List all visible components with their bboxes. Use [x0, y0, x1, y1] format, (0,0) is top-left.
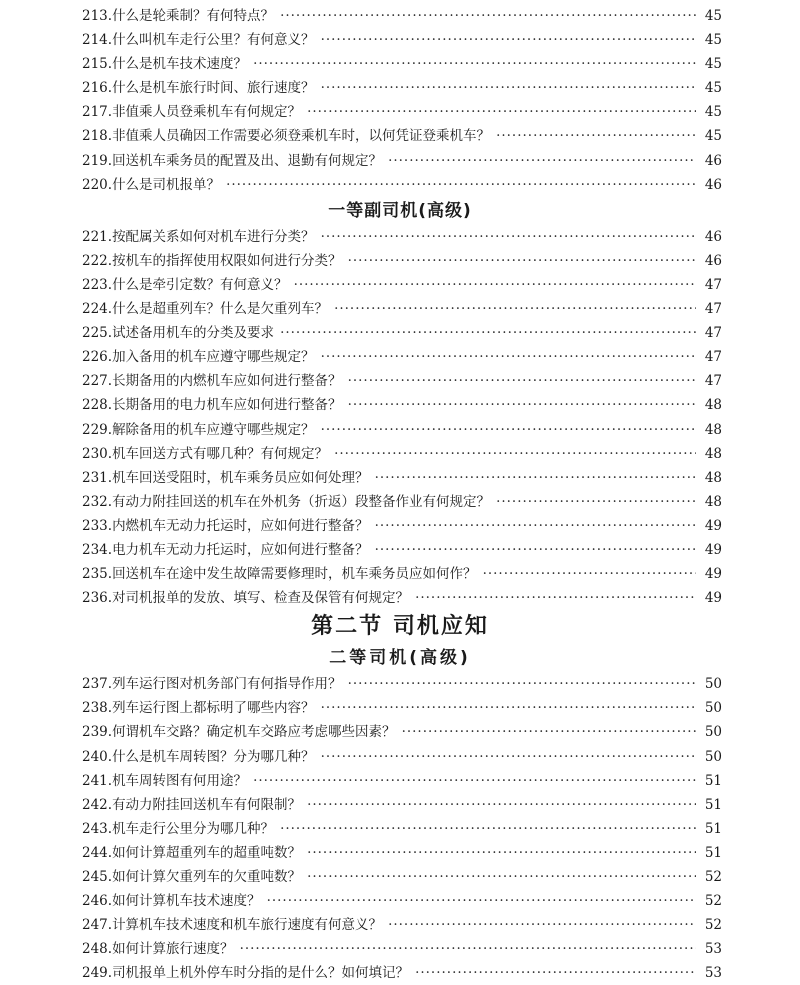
- toc-entry-title: 机车回送方式有哪几种？有何规定？: [112, 445, 329, 462]
- toc-entry-number: 220.: [82, 176, 113, 193]
- toc-entry-title: 什么是机车技术速度？: [112, 56, 248, 73]
- toc-entry-number: 234.: [82, 541, 113, 558]
- toc-entry[interactable]: [0, 76, 800, 100]
- toc-entry-page-number: 45: [704, 32, 722, 49]
- toc-entry-number: 242.: [82, 796, 113, 813]
- toc-entry-title: 非值乘人员确因工作需要必须登乘机车时，以何凭证登乘机车？: [112, 128, 491, 145]
- toc-entry[interactable]: [0, 696, 800, 720]
- toc-entry-number: 246.: [82, 893, 113, 910]
- toc-entry-title: 什么是机车旅行时间、旅行速度？: [112, 80, 315, 97]
- toc-entry-number: 222.: [82, 252, 113, 269]
- toc-entry-page-number: 52: [704, 917, 722, 934]
- toc-entry-number: 244.: [82, 844, 113, 861]
- toc-entry-page-number: 46: [704, 252, 722, 269]
- toc-entry-page-number: 51: [704, 820, 722, 837]
- toc-entry-page-number: 50: [704, 748, 722, 765]
- toc-entry-title: 如何计算机车技术速度？: [112, 893, 261, 910]
- toc-entry[interactable]: [0, 100, 800, 124]
- toc-entry-title: 对司机报单的发放、填写、检查及保管有何规定？: [112, 590, 410, 607]
- toc-entry-page-number: 47: [704, 373, 722, 390]
- toc-entry-page-number: 51: [704, 844, 722, 861]
- toc-entry-page-number: 48: [704, 445, 722, 462]
- toc-entry-page-number: 50: [704, 676, 722, 693]
- toc-entry-title: 非值乘人员登乘机车有何规定？: [112, 104, 302, 121]
- toc-leader-dots: [321, 28, 696, 52]
- toc-entry-title: 什么叫机车走行公里？有何意义？: [112, 32, 315, 49]
- toc-entry-title: 电力机车无动力托运时，应如何进行整备？: [112, 541, 369, 558]
- toc-entry-page-number: 48: [704, 397, 722, 414]
- toc-entry-number: 247.: [82, 917, 113, 934]
- toc-leader-dots: [321, 345, 696, 369]
- toc-entry[interactable]: [0, 249, 800, 273]
- toc-leader-dots: [334, 442, 696, 466]
- toc-entry-title: 有动力附挂回送的机车在外机务（折返）段整备作业有何规定？: [112, 493, 491, 510]
- toc-entry-title: 解除备用的机车应遵守哪些规定？: [112, 421, 315, 438]
- toc-entry[interactable]: [0, 321, 800, 345]
- toc-leader-dots: [321, 696, 696, 720]
- toc-entry[interactable]: [0, 793, 800, 817]
- toc-entry-page-number: 49: [704, 566, 722, 583]
- toc-entry[interactable]: [0, 538, 800, 562]
- toc-entry-number: 213.: [82, 8, 113, 24]
- toc-group-2: [0, 225, 800, 611]
- toc-entry-title: 列车运行图上都标明了哪些内容？: [112, 700, 315, 717]
- toc-entry-number: 237.: [82, 676, 113, 693]
- toc-leader-dots: [240, 937, 696, 961]
- toc-leader-dots: [483, 562, 696, 586]
- toc-entry-title: 长期备用的内燃机车应如何进行整备？: [112, 373, 342, 390]
- toc-entry[interactable]: [0, 586, 800, 610]
- toc-leader-dots: [307, 841, 696, 865]
- toc-leader-dots: [321, 418, 696, 442]
- toc-entry-number: 214.: [82, 32, 113, 49]
- toc-entry-title: 按配属关系如何对机车进行分类？: [112, 228, 315, 245]
- toc-entry-number: 227.: [82, 373, 113, 390]
- toc-entry[interactable]: [0, 225, 800, 249]
- toc-entry-number: 240.: [82, 748, 113, 765]
- toc-page: [0, 4, 800, 985]
- toc-entry-title: 什么是超重列车？什么是欠重列车？: [112, 301, 329, 318]
- toc-leader-dots: [388, 149, 696, 173]
- toc-group-3: [0, 672, 800, 985]
- toc-entry-page-number: 48: [704, 421, 722, 438]
- toc-entry[interactable]: [0, 961, 800, 985]
- toc-leader-dots: [307, 100, 696, 124]
- toc-entry-page-number: 51: [704, 772, 722, 789]
- toc-entry[interactable]: [0, 817, 800, 841]
- toc-entry-number: 248.: [82, 941, 113, 958]
- toc-entry-number: 223.: [82, 276, 113, 293]
- toc-entry-number: 228.: [82, 397, 113, 414]
- toc-entry-title: 什么是轮乘制？有何特点？: [112, 8, 275, 24]
- toc-entry[interactable]: [0, 672, 800, 696]
- toc-leader-dots: [280, 817, 696, 841]
- toc-entry-number: 238.: [82, 700, 113, 717]
- toc-entry-number: 216.: [82, 80, 113, 97]
- toc-leader-dots: [334, 297, 696, 321]
- toc-entry-number: 221.: [82, 228, 113, 245]
- toc-entry-page-number: 50: [704, 700, 722, 717]
- toc-entry-title: 什么是机车周转图？分为哪几种？: [112, 748, 315, 765]
- toc-entry[interactable]: [0, 745, 800, 769]
- toc-entry-number: 241.: [82, 772, 113, 789]
- toc-entry-title: 加入备用的机车应遵守哪些规定？: [112, 349, 315, 366]
- toc-entry-title: 有动力附挂回送机车有何限制？: [112, 796, 302, 813]
- toc-entry[interactable]: [0, 28, 800, 52]
- toc-entry[interactable]: [0, 889, 800, 913]
- toc-entry-number: 243.: [82, 820, 113, 837]
- toc-entry-number: 229.: [82, 421, 113, 438]
- section-heading-driver-knowledge: 第二节 司机应知: [311, 614, 489, 640]
- toc-entry-number: 236.: [82, 590, 113, 607]
- toc-entry[interactable]: [0, 52, 800, 76]
- toc-entry-title: 回送机车在途中发生故障需要修理时，机车乘务员应如何作？: [112, 566, 477, 583]
- toc-entry[interactable]: [0, 297, 800, 321]
- toc-entry[interactable]: [0, 937, 800, 961]
- toc-leader-dots: [321, 225, 696, 249]
- toc-entry[interactable]: [0, 149, 800, 173]
- toc-entry-page-number: 46: [704, 176, 722, 193]
- toc-leader-dots: [415, 586, 696, 610]
- toc-entry[interactable]: [0, 466, 800, 490]
- toc-entry-title: 长期备用的电力机车应如何进行整备？: [112, 397, 342, 414]
- toc-entry-number: 249.: [82, 965, 113, 982]
- toc-leader-dots: [496, 490, 696, 514]
- toc-entry-number: 235.: [82, 566, 113, 583]
- toc-entry[interactable]: [0, 769, 800, 793]
- toc-entry-title: 机车回送受阻时，机车乘务员应如何处理？: [112, 469, 369, 486]
- toc-leader-dots: [496, 124, 696, 148]
- toc-leader-dots: [253, 52, 696, 76]
- toc-leader-dots: [253, 769, 696, 793]
- toc-entry-title: 什么是牵引定数？有何意义？: [112, 276, 288, 293]
- toc-entry-page-number: 45: [704, 8, 722, 24]
- toc-entry[interactable]: [0, 562, 800, 586]
- toc-entry[interactable]: [0, 393, 800, 417]
- toc-entry[interactable]: [0, 345, 800, 369]
- toc-leader-dots: [348, 369, 696, 393]
- toc-entry-page-number: 52: [704, 869, 722, 885]
- toc-leader-dots: [267, 889, 696, 913]
- toc-leader-dots: [415, 961, 696, 985]
- toc-entry-number: 245.: [82, 869, 113, 885]
- toc-entry-page-number: 47: [704, 276, 722, 293]
- toc-entry-page-number: 49: [704, 541, 722, 558]
- toc-entry[interactable]: [0, 418, 800, 442]
- toc-group-1: [0, 4, 800, 197]
- toc-entry-page-number: 49: [704, 517, 722, 534]
- toc-entry[interactable]: [0, 369, 800, 393]
- toc-entry[interactable]: [0, 841, 800, 865]
- toc-entry-title: 如何计算旅行速度？: [112, 941, 234, 958]
- toc-entry-page-number: 52: [704, 893, 722, 910]
- toc-entry[interactable]: [0, 514, 800, 538]
- toc-entry-title: 回送机车乘务员的配置及出、退勤有何规定？: [112, 152, 383, 169]
- toc-entry-title: 试述备用机车的分类及要求: [112, 325, 275, 342]
- toc-leader-dots: [307, 793, 696, 817]
- toc-entry-page-number: 45: [704, 80, 722, 97]
- toc-entry-page-number: 47: [704, 301, 722, 318]
- toc-leader-dots: [226, 173, 696, 197]
- toc-leader-dots: [402, 720, 696, 744]
- toc-entry-page-number: 47: [704, 349, 722, 366]
- toc-entry-number: 215.: [82, 56, 113, 73]
- toc-leader-dots: [375, 538, 696, 562]
- toc-entry[interactable]: [0, 173, 800, 197]
- toc-entry-page-number: 53: [704, 941, 722, 958]
- toc-entry-title: 如何计算欠重列车的欠重吨数？: [112, 869, 302, 885]
- toc-entry-title: 计算机车技术速度和机车旅行速度有何意义？: [112, 917, 383, 934]
- toc-entry[interactable]: [0, 273, 800, 297]
- toc-entry-number: 239.: [82, 724, 113, 741]
- toc-entry-page-number: 53: [704, 965, 722, 982]
- toc-entry[interactable]: [0, 4, 800, 28]
- toc-leader-dots: [294, 273, 696, 297]
- toc-entry-page-number: 49: [704, 590, 722, 607]
- toc-entry-title: 按机车的指挥使用权限如何进行分类？: [112, 252, 342, 269]
- toc-entry-title: 列车运行图对机务部门有何指导作用？: [112, 676, 342, 693]
- toc-entry-page-number: 46: [704, 228, 722, 245]
- toc-leader-dots: [280, 4, 696, 28]
- toc-entry[interactable]: [0, 442, 800, 466]
- toc-entry-number: 231.: [82, 469, 113, 486]
- toc-entry-page-number: 48: [704, 493, 722, 510]
- toc-entry-page-number: 50: [704, 724, 722, 741]
- toc-entry-page-number: 45: [704, 104, 722, 121]
- toc-entry-number: 219.: [82, 152, 113, 169]
- toc-entry-title: 何谓机车交路？确定机车交路应考虑哪些因素？: [112, 724, 396, 741]
- toc-entry-page-number: 51: [704, 796, 722, 813]
- toc-entry[interactable]: [0, 865, 800, 889]
- section-heading-second-class-driver: 二等司机(高级): [329, 648, 471, 669]
- toc-entry-number: 232.: [82, 493, 113, 510]
- toc-entry[interactable]: [0, 913, 800, 937]
- toc-entry-page-number: 45: [704, 56, 722, 73]
- toc-leader-dots: [388, 913, 696, 937]
- toc-leader-dots: [348, 672, 696, 696]
- toc-entry-number: 230.: [82, 445, 113, 462]
- toc-entry-number: 218.: [82, 128, 113, 145]
- toc-leader-dots: [348, 249, 696, 273]
- toc-leader-dots: [348, 393, 696, 417]
- toc-leader-dots: [375, 466, 696, 490]
- toc-entry[interactable]: [0, 720, 800, 744]
- toc-entry-page-number: 46: [704, 152, 722, 169]
- toc-leader-dots: [321, 76, 696, 100]
- toc-leader-dots: [321, 745, 696, 769]
- toc-entry-number: 224.: [82, 301, 113, 318]
- toc-entry-number: 226.: [82, 349, 113, 366]
- toc-entry-title: 内燃机车无动力托运时，应如何进行整备？: [112, 517, 369, 534]
- toc-entry[interactable]: [0, 124, 800, 148]
- toc-leader-dots: [280, 321, 696, 345]
- toc-entry-number: 217.: [82, 104, 113, 121]
- toc-entry-title: 如何计算超重列车的超重吨数？: [112, 844, 302, 861]
- toc-leader-dots: [375, 514, 696, 538]
- toc-entry-page-number: 47: [704, 325, 722, 342]
- toc-entry-number: 225.: [82, 325, 113, 342]
- toc-entry-title: 机车走行公里分为哪几种？: [112, 820, 275, 837]
- toc-entry-title: 司机报单上机外停车时分指的是什么？如何填记？: [112, 965, 410, 982]
- toc-entry-page-number: 48: [704, 469, 722, 486]
- toc-entry-title: 什么是司机报单？: [112, 176, 221, 193]
- toc-entry-number: 233.: [82, 517, 113, 534]
- toc-entry-page-number: 45: [704, 128, 722, 145]
- toc-entry[interactable]: [0, 490, 800, 514]
- section-heading-first-assistant-driver: 一等副司机(高级): [328, 200, 472, 221]
- toc-entry-title: 机车周转图有何用途？: [112, 772, 248, 789]
- toc-leader-dots: [307, 865, 696, 889]
